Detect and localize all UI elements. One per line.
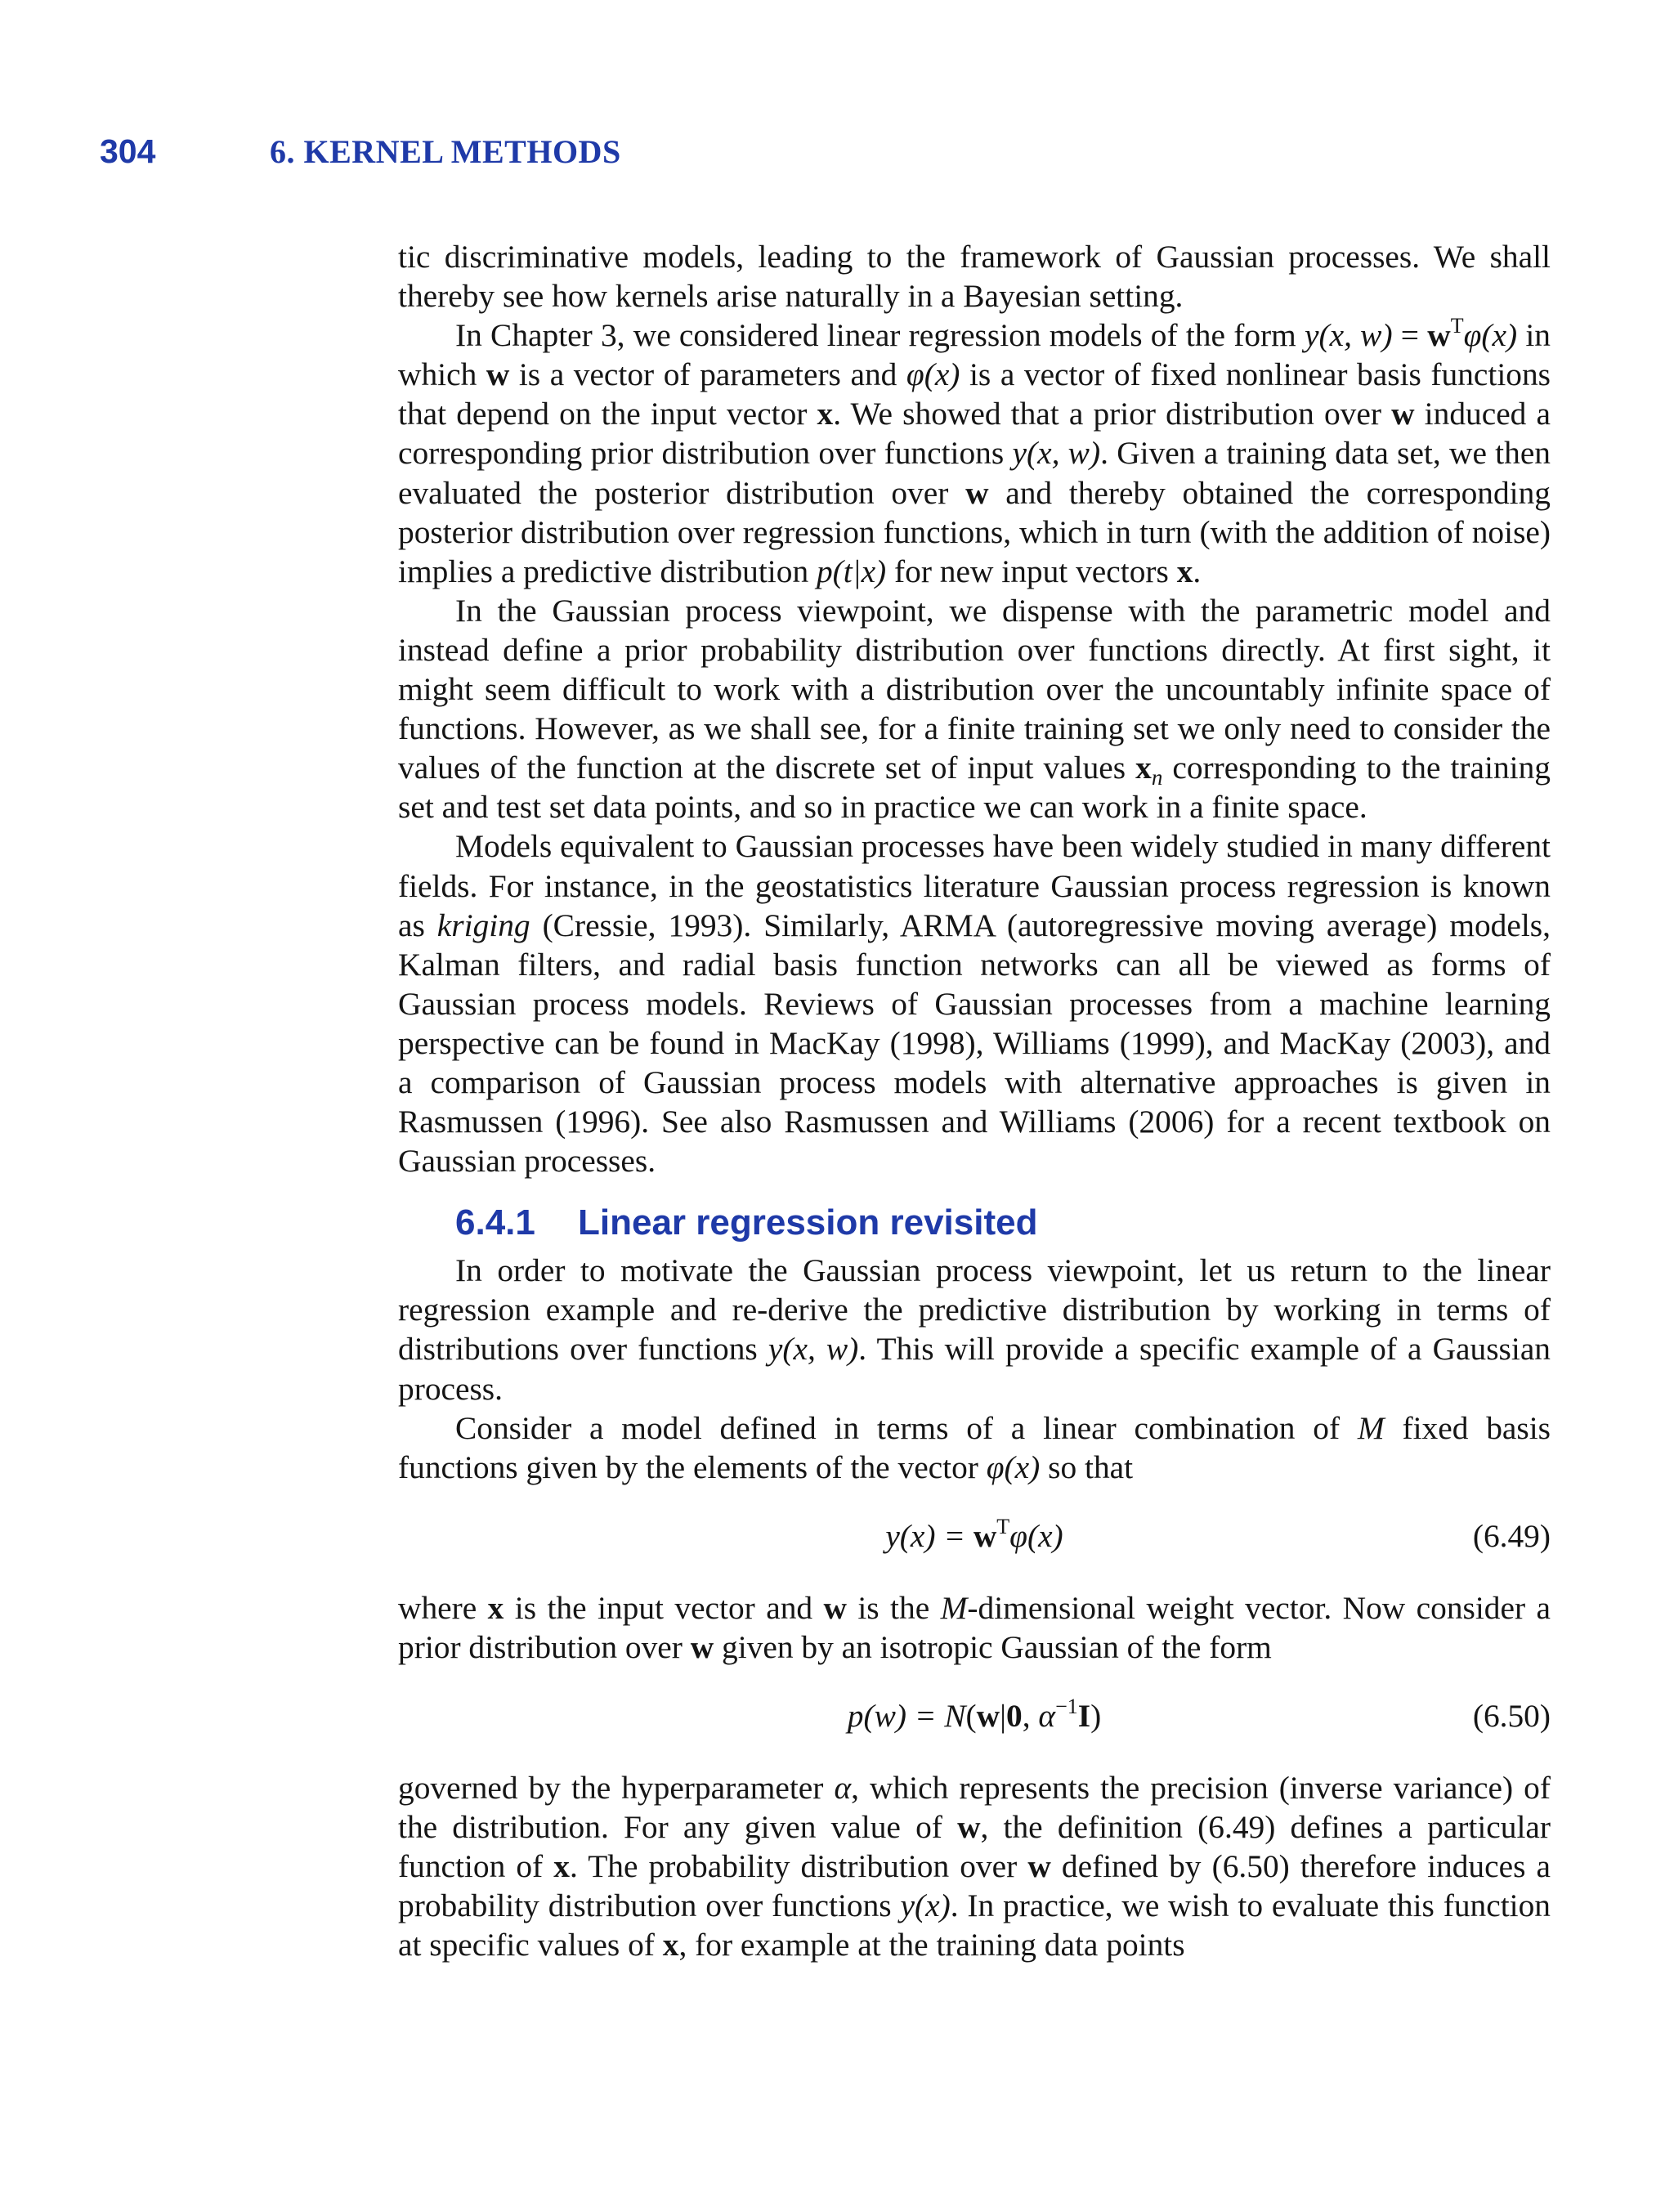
math: w: [1427, 317, 1451, 354]
paragraph: where x is the input vector and w is the M-dimensional weight vector. Now consider a prior distribution over w given by an isotropic Gaussian of the form: [398, 1589, 1551, 1665]
chapter-title: 6. KERNEL METHODS: [270, 133, 621, 170]
emphasis-term: kriging: [436, 907, 530, 943]
math: w: [1391, 396, 1415, 432]
page-number: 304: [100, 132, 156, 170]
math: y(x, w): [1305, 317, 1393, 354]
math: w: [823, 1589, 847, 1626]
math: w: [1027, 1848, 1051, 1885]
section-number: 6.4.1: [455, 1202, 535, 1243]
paragraph: In the Gaussian process viewpoint, we dispense with the parametric model and instead define a prior probability distribution over functions directly. At first sight, it might seem difficult to work with a distribution over the uncountably infinite space of functions. However, as we shall see, for a finite training set we only need to consider the values of the function at the discrete set of input values $x_n$ corresponding to the training set and test set data points, and so in practice we can work in a finite space.: [398, 592, 1551, 826]
math: x: [817, 396, 834, 432]
paragraph: In Chapter 3, we considered linear regression models of the form y(x, $w) = w^T\varphi(x)$ in which w is a vector of parameters and φ(x) is a vector of fixed nonlinear basis functions that depend on the input vector x. We showed that a prior distribution over w induced a corresponding prior distribution over functions y(x, w). Given a training data set, we then evaluated the posterior distribution over w and thereby obtained the corresponding posterior distribution over regression functions, which in turn (with the addition of noise) implies a predictive distribution p(t|x) for new input vectors x.: [398, 314, 1551, 589]
math: y(x): [900, 1887, 951, 1924]
section-heading: [455, 1198, 1551, 1247]
math: w: [965, 474, 989, 511]
math: x: [662, 1927, 679, 1963]
math: w: [690, 1628, 714, 1665]
math: y(x, w): [768, 1331, 859, 1368]
math: φ(x): [1463, 317, 1518, 354]
equation-6-50: p(w) = N(w|0, $\alpha^{-1}I$) (6.50): [398, 1696, 1551, 1735]
math: x: [487, 1589, 504, 1626]
paragraph: Consider a model defined in terms of a linear combination of M fixed basis functions given by the elements of the vector φ(x) so that: [398, 1409, 1551, 1485]
math: p(t|x): [816, 553, 887, 589]
paragraph: governed by the hyperparameter α, which represents the precision (inverse variance) of the distribution. For any given value of w, the definition (6.49) defines a particular function of x. The probability distribution over w defined by (6.50) therefore induces a probability distribution over functions y(x). In practice, we wish to evaluate this function at specific values of x, for example at the training data points: [398, 1770, 1551, 1963]
body-text: [398, 237, 1551, 1964]
math: M: [1357, 1409, 1385, 1446]
equation-number: (6.49): [1472, 1517, 1551, 1554]
math: x: [1176, 553, 1193, 589]
math: α: [834, 1770, 852, 1806]
equation-number: (6.50): [1472, 1698, 1551, 1734]
section-title: Linear regression revisited: [578, 1202, 1038, 1243]
math: x: [1135, 750, 1152, 786]
paragraph: tic discriminative models, leading to the framework of Gaussian processes. We shall thereby see how kernels arise naturally in a Bayesian setting.: [398, 239, 1551, 315]
math: M: [940, 1589, 968, 1626]
math: w: [957, 1809, 981, 1846]
page-header: [0, 132, 1674, 173]
math: y(x, w): [1012, 435, 1101, 472]
math: w: [486, 356, 510, 393]
paragraph: Models equivalent to Gaussian processes have been widely studied in many different fields. For instance, in the geostatistics literature Gaussian process regression is known as kriging (Cressie, 1993). Similarly, ARMA (autoregressive moving average) models, Kalman filters, and radial basis function networks can all be viewed as forms of Gaussian process models. Reviews of Gaussian processes from a machine learning perspective can be found in MacKay (1998), Williams (1999), and MacKay (2003), and a comparison of Gaussian process models with alternative approaches is given in Rasmussen (1996). See also Rasmussen and Williams (2006) for a recent textbook on Gaussian processes.: [398, 828, 1551, 1180]
equation-6-49: $y(x) = w^T\varphi(x)$ (6.49): [398, 1516, 1551, 1556]
math: φ(x): [986, 1449, 1041, 1485]
math: φ(x): [906, 356, 960, 393]
math: x: [553, 1848, 570, 1885]
paragraph: In order to motivate the Gaussian process viewpoint, let us return to the linear regression example and re-derive the predictive distribution by working in terms of distributions over functions y(x, w). This will provide a specific example of a Gaussian process.: [398, 1252, 1551, 1407]
